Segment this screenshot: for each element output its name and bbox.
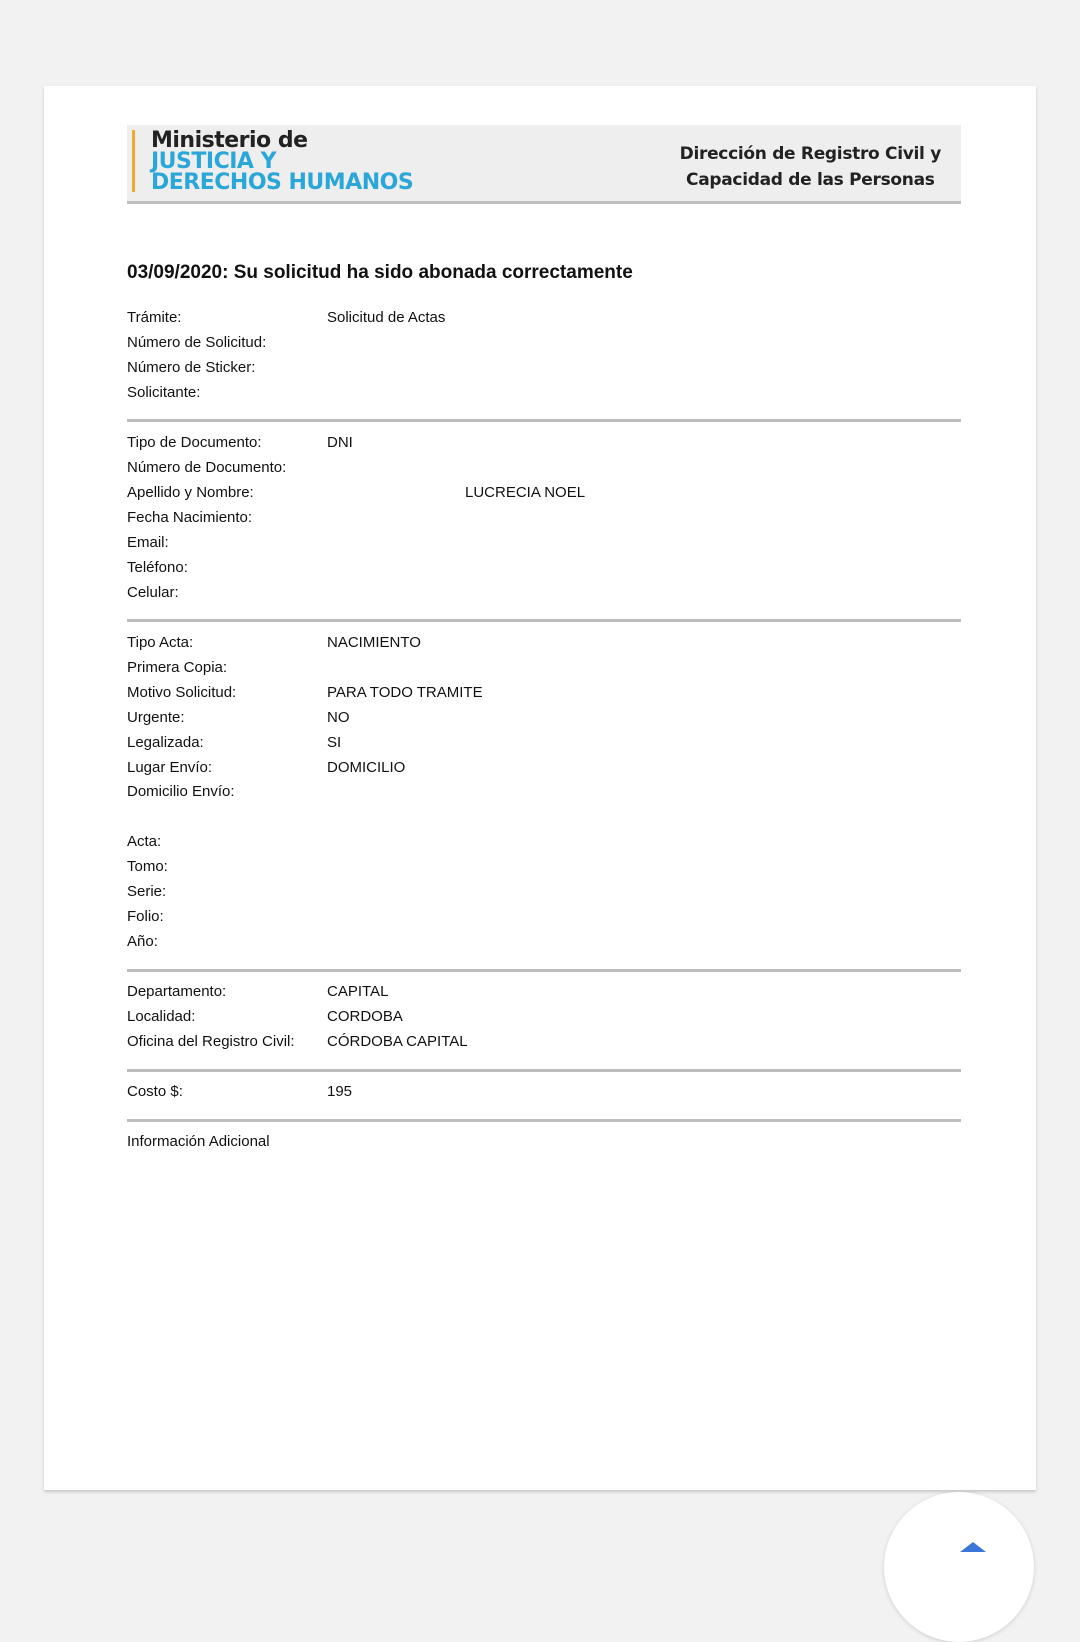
- field-label: Primera Copia:: [127, 659, 228, 676]
- field-label: Tipo Acta:: [127, 634, 194, 651]
- field-label: Costo $:: [127, 1083, 183, 1100]
- section-divider: [127, 419, 961, 422]
- field-value: CAPITAL: [327, 983, 389, 1000]
- field-label: Domicilio Envío:: [127, 783, 235, 800]
- section-divider: [127, 619, 961, 622]
- field-label: Año:: [127, 933, 158, 950]
- section-divider: [127, 1119, 961, 1122]
- field-value: Solicitud de Actas: [327, 309, 446, 326]
- field-label: Número de Documento:: [127, 459, 287, 476]
- logo-justice-line: JUSTICIA Y: [151, 149, 277, 174]
- document-page: [44, 86, 1036, 1490]
- field-label: Celular:: [127, 584, 179, 601]
- field-label: Información Adicional: [127, 1133, 270, 1150]
- field-label: Oficina del Registro Civil:: [127, 1033, 295, 1050]
- department-name: [680, 141, 941, 193]
- field-label: Serie:: [127, 883, 167, 900]
- field-label: Folio:: [127, 908, 164, 925]
- field-label: Acta:: [127, 833, 162, 850]
- scroll-up-button[interactable]: [884, 1492, 1034, 1642]
- field-value: LUCRECIA NOEL: [465, 484, 586, 501]
- logo-rights-line: DERECHOS HUMANOS: [151, 170, 414, 195]
- field-label: Legalizada:: [127, 734, 204, 751]
- department-line-1: Dirección de Registro Civil y: [679, 144, 941, 164]
- department-line-2: Capacidad de las Personas: [686, 170, 935, 190]
- field-label: Número de Sticker:: [127, 359, 256, 376]
- field-value: NO: [327, 709, 350, 726]
- field-value: DNI: [327, 434, 353, 451]
- field-label: Tomo:: [127, 858, 168, 875]
- field-label: Fecha Nacimiento:: [127, 509, 253, 526]
- section-divider: [127, 1069, 961, 1072]
- field-label: Teléfono:: [127, 559, 188, 576]
- field-label: Solicitante:: [127, 384, 201, 401]
- field-label: Trámite:: [127, 309, 182, 326]
- section-divider: [127, 969, 961, 972]
- field-label: Apellido y Nombre:: [127, 484, 254, 501]
- logo-accent-bar: [132, 130, 135, 192]
- field-value: NACIMIENTO: [327, 634, 421, 651]
- field-value: 195: [327, 1083, 353, 1100]
- field-label: Motivo Solicitud:: [127, 684, 237, 701]
- field-value: CORDOBA: [327, 1008, 403, 1025]
- field-value: DOMICILIO: [327, 759, 406, 776]
- page-title: 03/09/2020: Su solicitud ha sido abonada correctamente: [127, 262, 633, 283]
- field-label: Departamento:: [127, 983, 227, 1000]
- field-value: CÓRDOBA CAPITAL: [327, 1033, 468, 1050]
- document-header: [127, 125, 961, 204]
- field-value: SI: [327, 734, 342, 751]
- field-label: Lugar Envío:: [127, 759, 213, 776]
- field-label: Urgente:: [127, 709, 185, 726]
- field-label: Tipo de Documento:: [127, 434, 262, 451]
- field-value: PARA TODO TRAMITE: [327, 684, 483, 701]
- field-label: Número de Solicitud:: [127, 334, 267, 351]
- field-label: Localidad:: [127, 1008, 196, 1025]
- field-label: Email:: [127, 534, 169, 551]
- logo-ministry-line: Ministerio de: [151, 128, 308, 153]
